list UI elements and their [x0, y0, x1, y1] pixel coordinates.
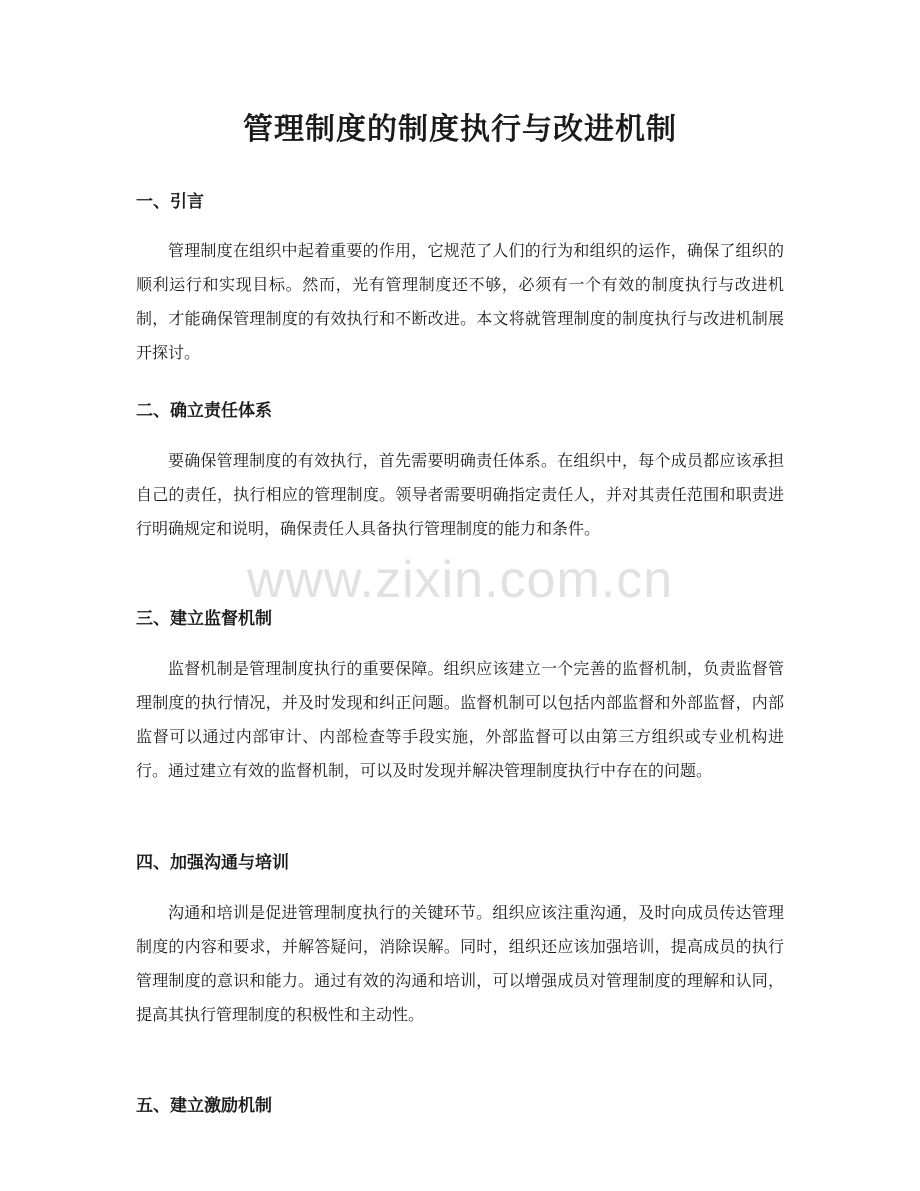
section-heading-introduction: 一、引言	[136, 192, 204, 212]
section-heading-responsibility: 二、确立责任体系	[136, 401, 272, 421]
section-heading-supervision: 三、建立监督机制	[136, 609, 272, 629]
section-heading-communication: 四、加强沟通与培训	[136, 853, 289, 873]
paragraph-supervision: 监督机制是管理制度执行的重要保障。组织应该建立一个完善的监督机制，负责监督管理制度的执行情况，并及时发现和纠正问题。监督机制可以包括内部监督和外部监督，内部监督可以通过内部审计、内部检查等手段实施，外部监督可以由第三方组织或专业机构进行。通过建立有效的监督机制，可以及时发现并解决管理制度执行中存在的问题。	[136, 659, 784, 780]
paragraph-introduction: 管理制度在组织中起着重要的作用，它规范了人们的行为和组织的运作，确保了组织的顺利运行和实现目标。然而，光有管理制度还不够，必须有一个有效的制度执行与改进机制，才能确保管理制度的有效执行和不断改进。本文将就管理制度的制度执行与改进机制展开探讨。	[136, 241, 784, 362]
section-heading-incentive: 五、建立激励机制	[136, 1096, 272, 1116]
paragraph-communication: 沟通和培训是促进管理制度执行的关键环节。组织应该注重沟通，及时向成员传达管理制度的内容和要求，并解答疑问，消除误解。同时，组织还应该加强培训，提高成员的执行管理制度的意识和能力。通过有效的沟通和培训，可以增强成员对管理制度的理解和认同，提高其执行管理制度的积极性和主动性。	[136, 903, 784, 1024]
watermark: www.zixin.com.cn	[246, 551, 674, 609]
document-title: 管理制度的制度执行与改进机制	[243, 112, 677, 147]
paragraph-responsibility: 要确保管理制度的有效执行，首先需要明确责任体系。在组织中，每个成员都应该承担自己的责任，执行相应的管理制度。领导者需要明确指定责任人，并对其责任范围和职责进行明确规定和说明，确保责任人具备执行管理制度的能力和条件。	[136, 451, 784, 538]
